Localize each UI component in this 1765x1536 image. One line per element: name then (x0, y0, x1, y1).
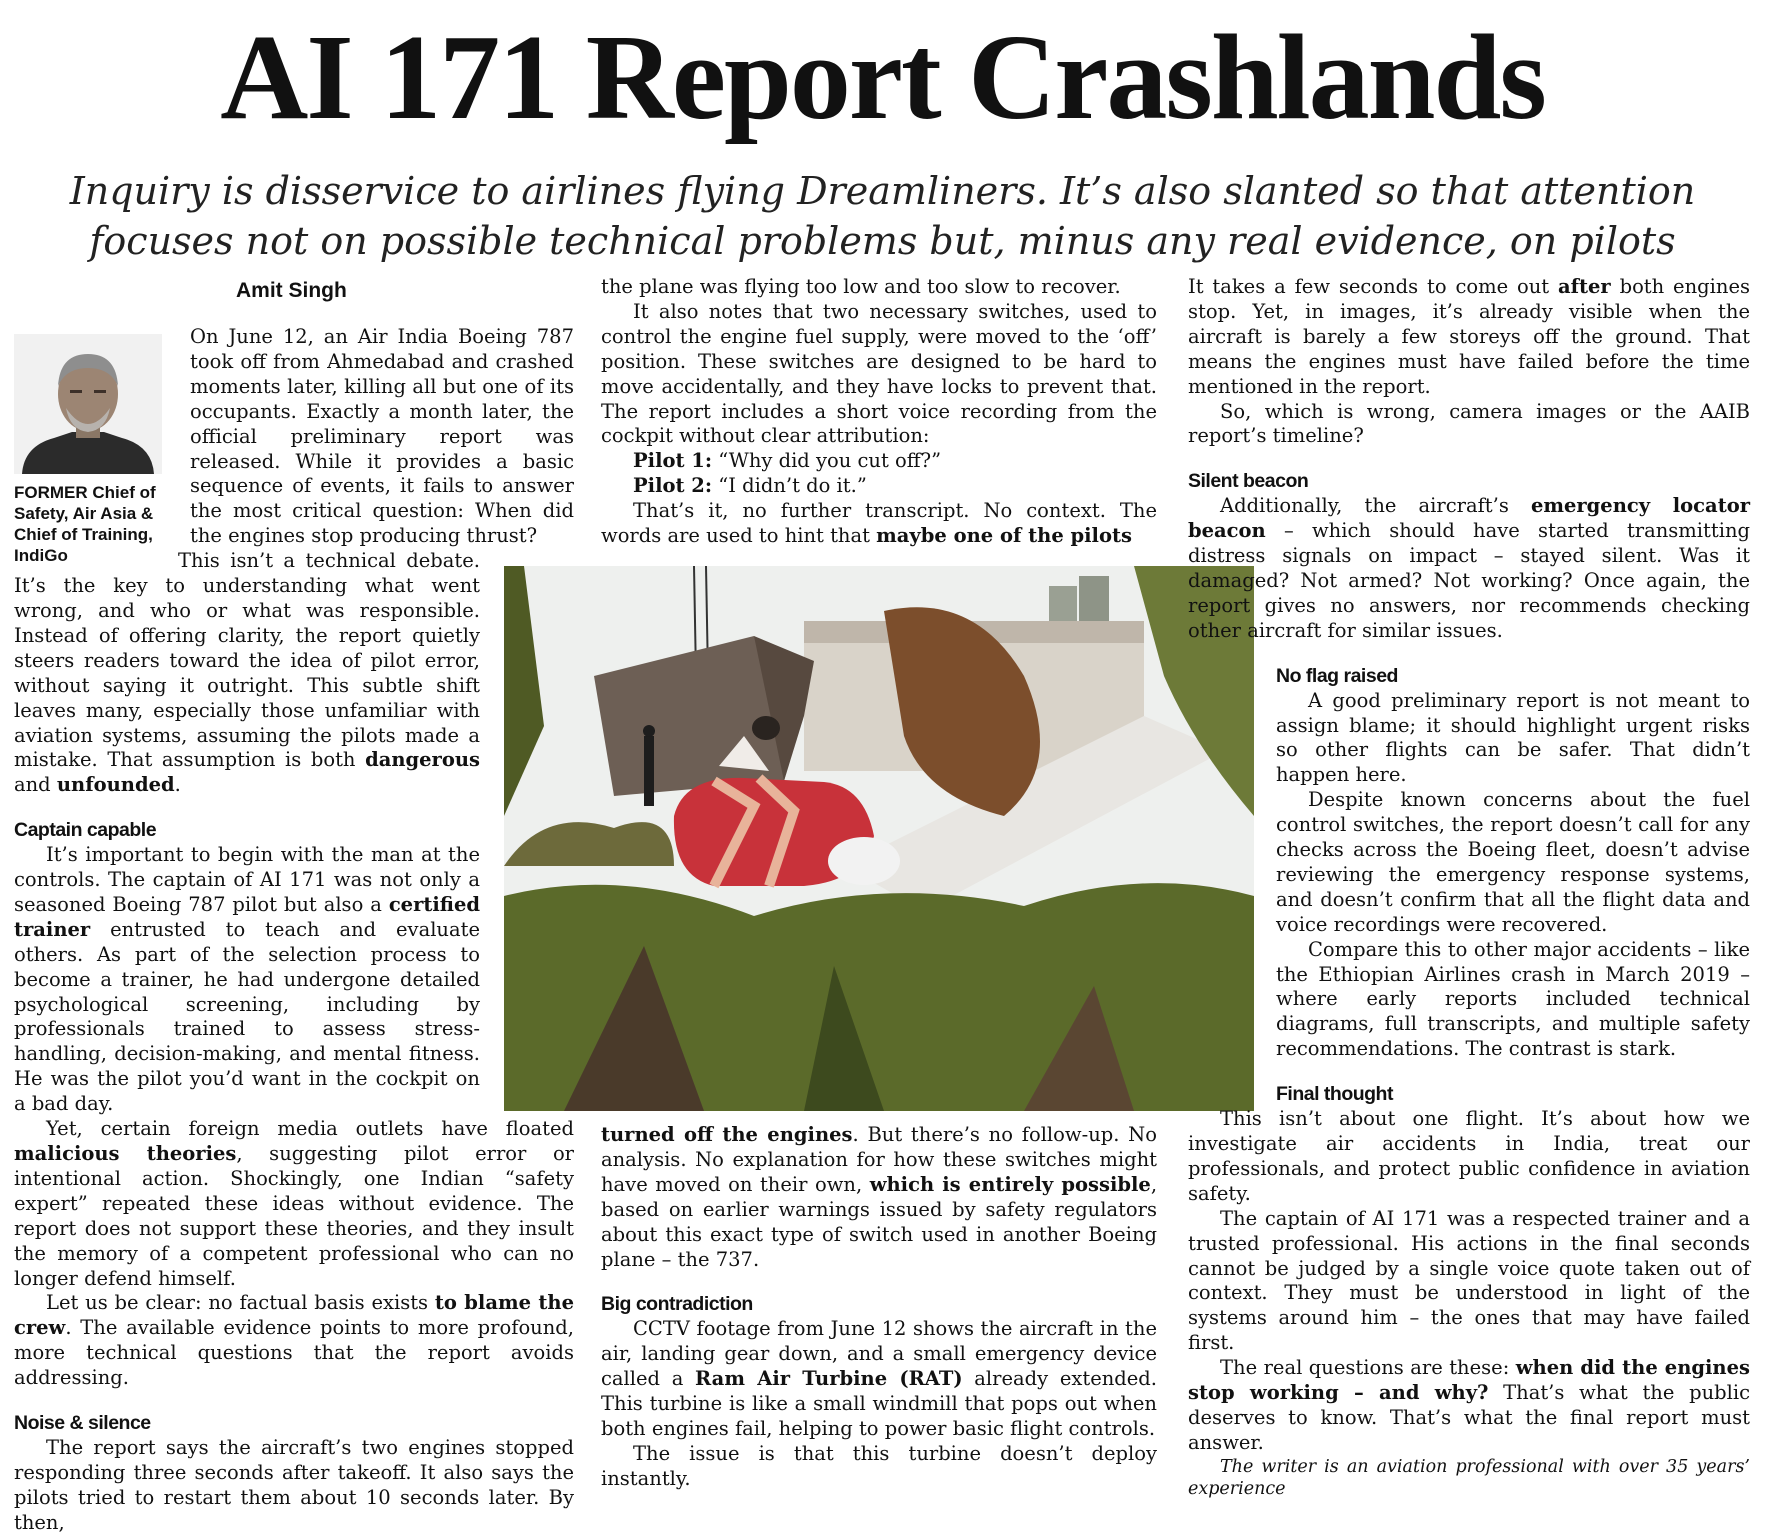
col3-paragraph-2: So, which is wrong, camera images or the AAIB report’s timeline? (1188, 399, 1750, 448)
column-2-top (601, 275, 1157, 549)
col3-subhead-silent-beacon: Silent beacon (1188, 470, 1309, 493)
author-caption: FORMER Chief of Safety, Air Asia & Chief of Training, IndiGo (14, 483, 156, 565)
col2-paragraph-3: That’s it, no further transcript. No context. The words are used to hint that maybe one of the pilots (601, 499, 1157, 548)
col1-subhead-captain-capable: Captain capable (14, 819, 157, 842)
deck-line-1: Inquiry is disservice to airlines flying Dreamliners. It’s also slanted so that attention (69, 169, 1696, 213)
col3-paragraph-7: This isn’t about one flight. It’s about how we investigate air accidents in India, treat our professionals, and protect public confidence in aviation safety. (1188, 1107, 1750, 1205)
col1-paragraph-4: Yet, certain foreign media outlets have floated malicious theories, suggesting pilot error or intentional action. Shockingly, one Indian “safety expert” repeated these ideas without evidence. The report does not support these theories, and they insult the memory of a competent professional who can no longer defend himself. (14, 1117, 575, 1290)
col2-paragraph-6: The issue is that this turbine doesn’t deploy instantly. (601, 1441, 1157, 1490)
col3-paragraph-8: The captain of AI 171 was a respected trainer and a trusted professional. His actions in the final seconds cannot be judged by a single voice quote taken out of context. They must be understood in light of the systems around him – the ones that may have failed first. (1188, 1206, 1750, 1355)
col3-paragraph-3: Additionally, the aircraft’s emergency locator beacon – which should have started transmitting distress signals on impact – stayed silent. Was it damaged? Not armed? Not working? Once again, the report gives no answers, nor recommends checking other aircraft for similar issues. (1188, 494, 1750, 642)
headline: AI 171 Report Crashlands (220, 10, 1545, 145)
col1-paragraph-5: Let us be clear: no factual basis exists to blame the crew. The available evidence points to more profound, more technical questions that the report avoids addressing. (14, 1291, 574, 1390)
deck (0, 166, 1765, 266)
col2-pilot2-line: Pilot 2: “I didn’t do it.” (633, 474, 867, 498)
col3-subhead-final-thought: Final thought (1276, 1083, 1393, 1106)
col3-subhead-no-flag-raised: No flag raised (1276, 664, 1398, 687)
col1-paragraph-6: The report says the aircraft’s two engines stopped responding three seconds after takeoff. It also says the pilots tried to restart them about 10 seconds later. By then, (14, 1435, 574, 1534)
col2-pilot1-line: Pilot 1: “Why did you cut off?” (633, 449, 942, 473)
col2-paragraph-2: It also notes that two necessary switches, used to control the engine fuel supply, were moved to the ‘off’ position. These switches are designed to be hard to move accidentally, and they have locks to prevent that. The report includes a short voice recording from the cockpit without clear attribution: (601, 299, 1157, 448)
col2-subhead-big-contradiction: Big contradiction (601, 1293, 753, 1316)
col3-paragraph-4: A good preliminary report is not meant to assign blame; it should highlight urgent risks so other flights can be safer. That didn’t happen here. (1276, 688, 1750, 787)
col3-paragraph-5: Despite known concerns about the fuel control switches, the report doesn’t call for any checks across the Boeing fleet, doesn’t advise reviewing the emergency response systems, and doesn’t confirm that all the flight data and voice recordings were recovered. (1276, 788, 1750, 936)
column-3 (1188, 275, 1750, 1500)
column-1 (14, 325, 574, 1536)
col3-endnote: The writer is an aviation professional with over 35 years’ experience (1188, 1456, 1750, 1499)
col3-paragraph-1: It takes a few seconds to come out after both engines stop. Yet, in images, it’s already visible when the aircraft is barely a few storeys off the ground. That means the engines must have failed before the time mentioned in the report. (1188, 275, 1750, 398)
col1-paragraph-1: On June 12, an Air India Boeing 787 took off from Ahmedabad and crashed moments later, killing all but one of its occupants. Exactly a month later, the official preliminary report was released. While it provides a basic sequence of events, it fails to answer the most critical question: When did the engines stop producing thrust? (190, 325, 574, 548)
col3-paragraph-6: Compare this to other major accidents – like the Ethiopian Airlines crash in March 2019 – where early reports included technical diagrams, full transcripts, and multiple safety recommendations. The contrast is stark. (1276, 937, 1750, 1061)
col2-paragraph-1: the plane was flying too low and too slow to recover. (601, 275, 1121, 298)
author-byline: Amit Singh (236, 279, 347, 302)
col1-subhead-noise-silence: Noise & silence (14, 1412, 151, 1435)
col1-paragraph-3: It’s important to begin with the man at the controls. The captain of AI 171 was not only a seasoned Boeing 787 pilot but also a certified trainer entrusted to teach and evaluate others. As part of the selection process to become a trainer, he had undergone detailed psychological screening, including by professionals trained to assess stress-handling, decision-making, and mental fitness. He was the pilot you’d want in the cockpit on a bad day. (14, 843, 480, 1116)
col2-paragraph-4: turned off the engines. But there’s no follow-up. No analysis. No explanation for how these switches might have moved on their own, which is entirely possible, based on earlier warnings issued by safety regulators about this exact type of switch used in another Boeing plane – the 737. (601, 1123, 1158, 1271)
col2-paragraph-5: CCTV footage from June 12 shows the aircraft in the air, landing gear down, and a small emergency device called a Ram Air Turbine (RAT) already extended. This turbine is like a small windmill that pops out when both engines fail, helping to power basic flight controls. (601, 1317, 1157, 1440)
col1-paragraph-2: This isn’t a technical debate. It’s the key to understanding what went wrong, and who or what was responsible. Instead of offering clarity, the report quietly steers readers toward the idea of pilot error, without saying it outright. This subtle shift leaves many, especially those unfamiliar with aviation systems, assuming the pilots made a mistake. That assumption is both dangerous and unfounded. (14, 549, 480, 797)
column-2-bottom (601, 1123, 1157, 1492)
deck-line-2: focuses not on possible technical problems but, minus any real evidence, on pilots (89, 219, 1676, 263)
crash-site-photo (504, 566, 1254, 1111)
col3-paragraph-9: The real questions are these: when did the engines stop working – and why? That’s what the public deserves to know. That’s what the final report must answer. (1188, 1356, 1750, 1454)
